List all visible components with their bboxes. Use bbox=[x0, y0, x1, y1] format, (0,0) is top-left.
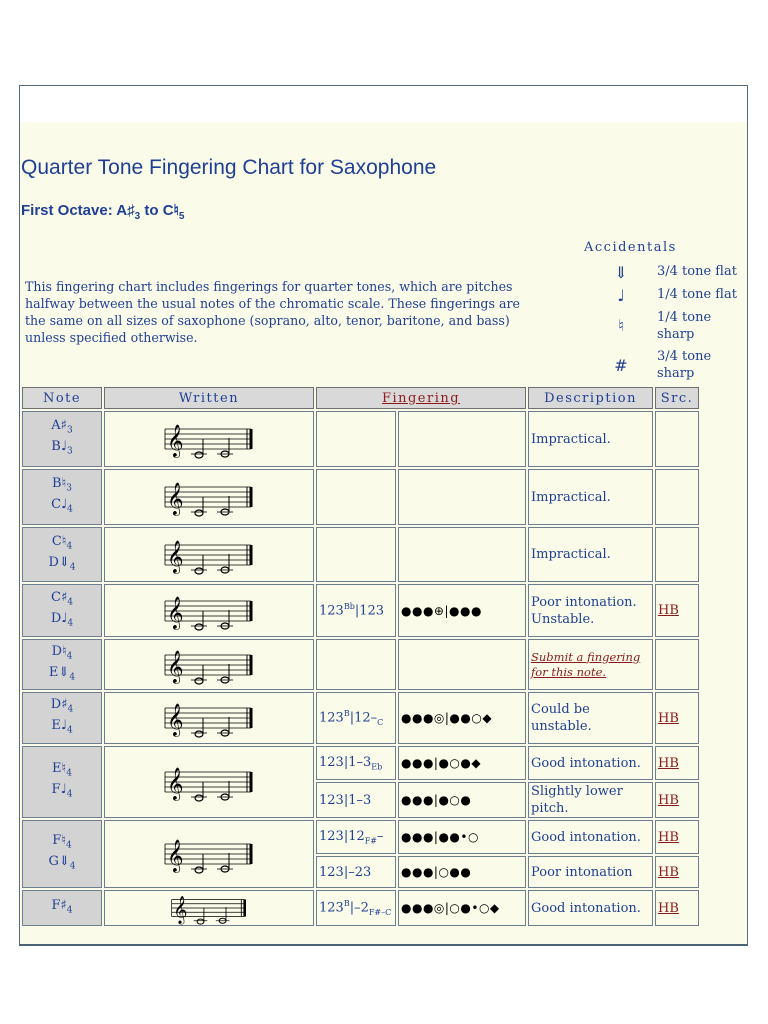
written-staff bbox=[104, 584, 314, 637]
source bbox=[655, 527, 699, 582]
written-staff bbox=[104, 527, 314, 582]
accidental-label: sharp bbox=[657, 327, 695, 342]
page-title: Quarter Tone Fingering Chart for Saxophone bbox=[21, 156, 437, 179]
description: Good intonation. bbox=[528, 746, 653, 780]
source-link[interactable]: HB bbox=[655, 820, 699, 854]
written-staff bbox=[104, 692, 314, 744]
description: Impractical. bbox=[528, 411, 653, 467]
description: Poor intonation. Unstable. bbox=[528, 584, 653, 637]
accidental-label: 3/4 tone bbox=[657, 349, 712, 364]
source-link[interactable]: HB bbox=[655, 584, 699, 637]
svg-text:𝄞: 𝄞 bbox=[167, 539, 184, 573]
fingering-code: $123^{Bb}|123$ bbox=[316, 584, 396, 637]
note-names: $D♮_4$ $E⇓_4$ bbox=[22, 639, 102, 690]
staff-notation-icon bbox=[159, 762, 259, 802]
accidental-label: 3/4 tone flat bbox=[657, 264, 737, 279]
header-note: Note bbox=[22, 387, 102, 409]
fingering-keys: ●●●|○●● bbox=[398, 856, 526, 888]
table-row bbox=[22, 411, 699, 467]
fingering-keys: ●●●|●○●◆ bbox=[398, 746, 526, 780]
source-link[interactable]: HB bbox=[655, 890, 699, 926]
note-names: $C♮_4$ $D⇓_4$ bbox=[22, 527, 102, 582]
staff-notation-icon bbox=[159, 419, 259, 459]
source-link[interactable]: HB bbox=[655, 782, 699, 818]
description: Slightly lower pitch. bbox=[528, 782, 653, 818]
note-names: $F♯_4$ bbox=[22, 890, 102, 926]
fingering-keys bbox=[398, 469, 526, 525]
header-description: Description bbox=[528, 387, 653, 409]
header-written: Written bbox=[104, 387, 314, 409]
fingering-code bbox=[316, 469, 396, 525]
description: Impractical. bbox=[528, 469, 653, 525]
written-staff bbox=[104, 746, 314, 818]
staff-notation-icon bbox=[159, 645, 259, 685]
table-row bbox=[22, 890, 699, 926]
fingering-code: $123^B|-2_{F\#-C}$ bbox=[316, 890, 396, 926]
note-names: $F♮_4$ $G⇓_4$ bbox=[22, 820, 102, 888]
quarter-sharp-icon: ♮ bbox=[618, 316, 624, 335]
source-link[interactable]: HB bbox=[655, 692, 699, 744]
table-row bbox=[22, 527, 699, 582]
fingering-code bbox=[316, 639, 396, 690]
staff-notation-icon bbox=[159, 834, 259, 874]
note-names: $C♯_4$ $D♩_4$ bbox=[22, 584, 102, 637]
fingering-code bbox=[316, 527, 396, 582]
table-row bbox=[22, 820, 699, 854]
svg-text:𝄞: 𝄞 bbox=[167, 482, 184, 515]
fingering-keys: ●●●⊕|●●● bbox=[398, 584, 526, 637]
written-staff bbox=[104, 890, 314, 926]
svg-text:𝄞: 𝄞 bbox=[173, 895, 188, 924]
header-fingering-link[interactable]: Fingering bbox=[316, 387, 526, 409]
note-names: $E♮_4$ $F♩_4$ bbox=[22, 746, 102, 818]
staff-notation-icon bbox=[159, 591, 259, 631]
staff-notation-icon bbox=[159, 891, 259, 925]
fingering-code: $123|1-3_{Eb}$ bbox=[316, 746, 396, 780]
three-quarter-flat-icon: ⇓ bbox=[614, 263, 628, 282]
fingering-keys bbox=[398, 527, 526, 582]
note-names: $B♮_3$ $C♩_4$ bbox=[22, 469, 102, 525]
note-names: $D♯_4$ $E♩_4$ bbox=[22, 692, 102, 744]
svg-text:𝄞: 𝄞 bbox=[167, 424, 184, 457]
fingering-code: $123|12_{F\#}-$ bbox=[316, 820, 396, 854]
quarter-flat-icon: ♩ bbox=[617, 286, 625, 305]
accidentals-title: Accidentals bbox=[584, 240, 677, 255]
staff-notation-icon bbox=[159, 535, 259, 575]
intro-paragraph: This fingering chart includes fingerings for quarter tones, which are pitches halfway between the usual notes of the chromatic scale. These fingerings are the same on all sizes of saxophone (soprano, alto, tenor, baritone, and bass) unless specified otherwise. bbox=[25, 279, 520, 345]
fingering-code: 123|1–3 bbox=[316, 782, 396, 818]
octave-subtitle: First Octave: $A♯_3$ to $C♮_5$ bbox=[21, 202, 185, 222]
fingering-keys: ●●●|●○● bbox=[398, 782, 526, 818]
table-row bbox=[22, 692, 699, 744]
description: Impractical. bbox=[528, 527, 653, 582]
accidental-label: sharp bbox=[657, 366, 695, 381]
description: Poor intonation bbox=[528, 856, 653, 888]
table-row bbox=[22, 746, 699, 780]
table-row bbox=[22, 584, 699, 637]
fingering-keys: ●●●◎|○●•○◆ bbox=[398, 890, 526, 926]
header-bar bbox=[19, 85, 748, 123]
svg-text:𝄞: 𝄞 bbox=[167, 767, 184, 800]
source bbox=[655, 469, 699, 525]
fingering-code: 123|–23 bbox=[316, 856, 396, 888]
description: Good intonation. bbox=[528, 890, 653, 926]
svg-text:𝄞: 𝄞 bbox=[167, 703, 184, 736]
written-staff bbox=[104, 469, 314, 525]
fingering-code bbox=[316, 411, 396, 467]
fingering-keys bbox=[398, 639, 526, 690]
source bbox=[655, 411, 699, 467]
written-staff bbox=[104, 411, 314, 467]
three-quarter-sharp-icon: # bbox=[614, 356, 628, 375]
staff-notation-icon bbox=[159, 477, 259, 517]
written-staff bbox=[104, 820, 314, 888]
accidental-label: 1/4 tone bbox=[657, 310, 712, 325]
submit-fingering-link[interactable]: Submit a fingering for this note. bbox=[528, 639, 653, 690]
table-row bbox=[22, 469, 699, 525]
svg-text:𝄞: 𝄞 bbox=[167, 595, 184, 629]
description: Could be unstable. bbox=[528, 692, 653, 744]
note-names: $A♯_3$ $B♩_3$ bbox=[22, 411, 102, 467]
source-link[interactable]: HB bbox=[655, 746, 699, 780]
page-body bbox=[19, 122, 748, 946]
source-link[interactable]: HB bbox=[655, 856, 699, 888]
fingering-code: $123^B|12-_C$ bbox=[316, 692, 396, 744]
source bbox=[655, 639, 699, 690]
header-src: Src. bbox=[655, 387, 699, 409]
table-row bbox=[22, 639, 699, 690]
fingering-keys: ●●●|●●•○ bbox=[398, 820, 526, 854]
svg-text:𝄞: 𝄞 bbox=[167, 649, 184, 683]
accidental-label: 1/4 tone flat bbox=[657, 287, 737, 302]
fingering-table bbox=[20, 385, 701, 928]
svg-text:𝄞: 𝄞 bbox=[167, 839, 184, 872]
written-staff bbox=[104, 639, 314, 690]
staff-notation-icon bbox=[159, 698, 259, 738]
description: Good intonation. bbox=[528, 820, 653, 854]
fingering-keys: ●●●◎|●●○◆ bbox=[398, 692, 526, 744]
fingering-keys bbox=[398, 411, 526, 467]
